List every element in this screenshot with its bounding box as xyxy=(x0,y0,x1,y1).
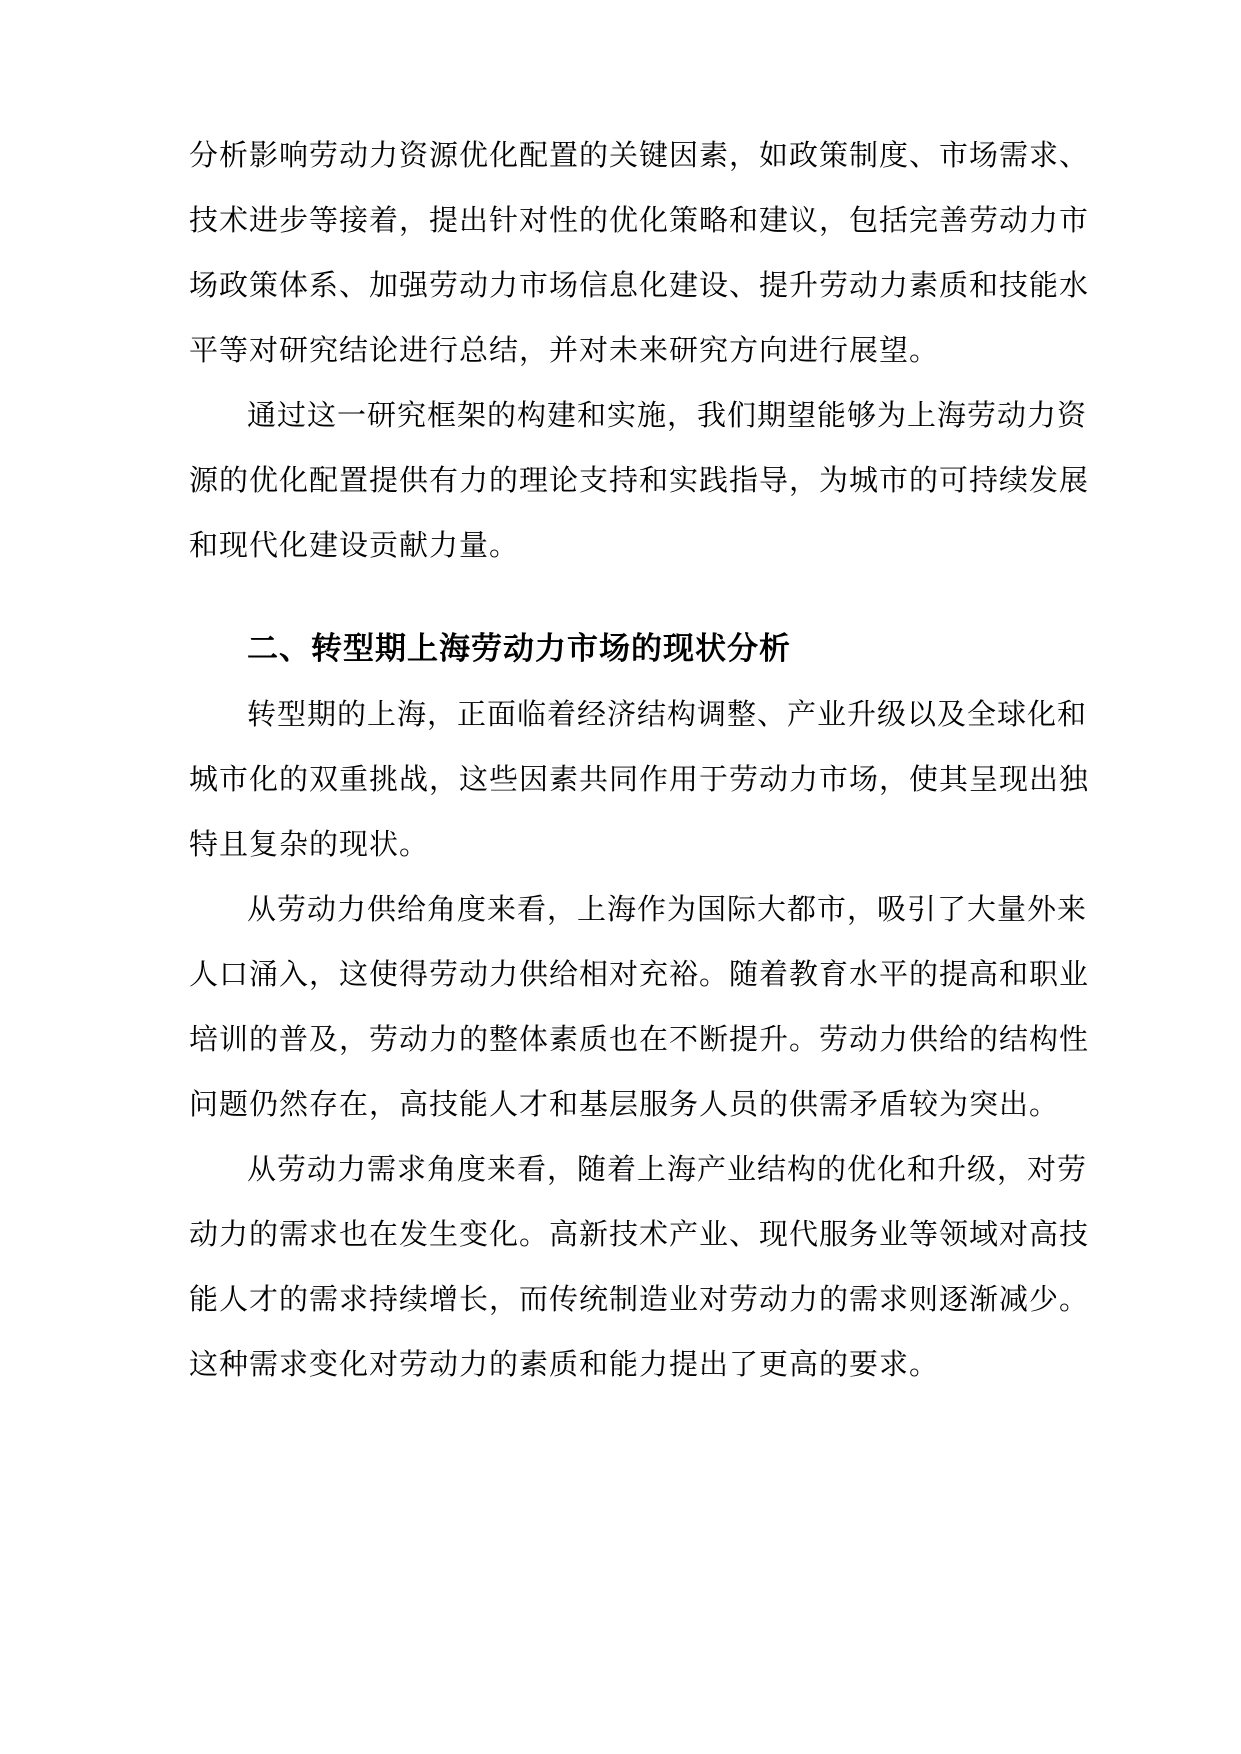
section-paragraph-2-line-3: 培训的普及，劳动力的整体素质也在不断提升。劳动力供给的结构性 xyxy=(189,1022,1090,1056)
paragraph-2-line-2: 源的优化配置提供有力的理论支持和实践指导，为城市的可持续发展 xyxy=(189,463,1090,497)
section-paragraph-3-line-3: 能人才的需求持续增长，而传统制造业对劳动力的需求则逐渐减少。 xyxy=(189,1282,1090,1316)
section-paragraph-1-line-1: 转型期的上海，正面临着经济结构调整、产业升级以及全球化和 xyxy=(247,697,1088,731)
section-heading: 二、转型期上海劳动力市场的现状分析 xyxy=(247,631,791,667)
section-paragraph-3-line-1: 从劳动力需求角度来看，随着上海产业结构的优化和升级，对劳 xyxy=(247,1152,1088,1186)
paragraph-1-line-2: 技术进步等接着，提出针对性的优化策略和建议，包括完善劳动力市 xyxy=(189,203,1090,237)
section-paragraph-2-line-1: 从劳动力供给角度来看，上海作为国际大都市，吸引了大量外来 xyxy=(247,892,1088,926)
paragraph-1-line-1: 分析影响劳动力资源优化配置的关键因素，如政策制度、市场需求、 xyxy=(189,138,1090,172)
section-paragraph-3-line-4: 这种需求变化对劳动力的素质和能力提出了更高的要求。 xyxy=(189,1347,940,1381)
section-paragraph-1-line-2: 城市化的双重挑战，这些因素共同作用于劳动力市场，使其呈现出独 xyxy=(189,762,1090,796)
paragraph-2-line-3: 和现代化建设贡献力量。 xyxy=(189,528,520,562)
paragraph-2-line-1: 通过这一研究框架的构建和实施，我们期望能够为上海劳动力资 xyxy=(247,398,1088,432)
section-paragraph-2-line-4: 问题仍然存在，高技能人才和基层服务人员的供需矛盾较为突出。 xyxy=(189,1087,1060,1121)
paragraph-1-line-4: 平等对研究结论进行总结，并对未来研究方向进行展望。 xyxy=(189,333,940,367)
section-paragraph-3-line-2: 动力的需求也在发生变化。高新技术产业、现代服务业等领域对高技 xyxy=(189,1217,1090,1251)
section-paragraph-1-line-3: 特且复杂的现状。 xyxy=(189,827,430,861)
paragraph-1-line-3: 场政策体系、加强劳动力市场信息化建设、提升劳动力素质和技能水 xyxy=(189,268,1090,302)
section-paragraph-2-line-2: 人口涌入，这使得劳动力供给相对充裕。随着教育水平的提高和职业 xyxy=(189,957,1090,991)
